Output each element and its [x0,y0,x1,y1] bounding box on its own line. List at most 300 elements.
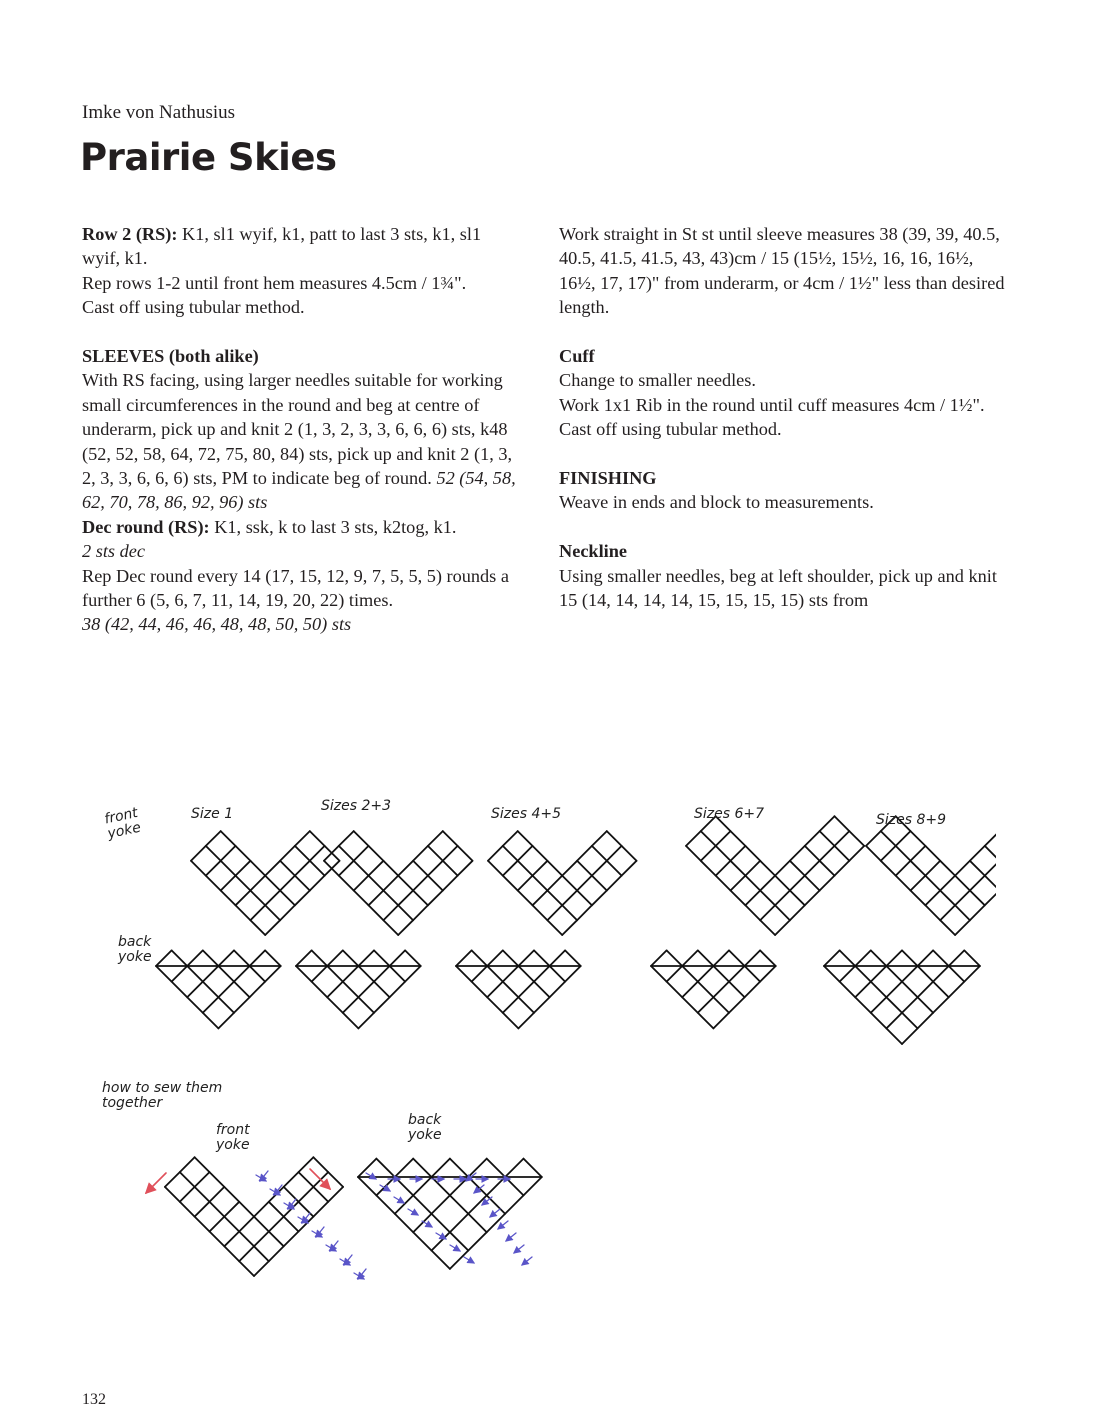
front-size-1-grid-line-17 [221,831,236,846]
front-size-3-grid-line-30 [592,876,607,891]
front-size-4-grid-line-51 [849,846,864,861]
front-size-4-grid-line-2 [701,831,716,846]
finishing-text: Weave in ends and block to measurements. [559,492,874,513]
front-size-5-grid-line-33 [970,861,985,876]
back-size-5-grid-line-5 [855,966,871,982]
back-size-4-grid-line-6 [682,982,698,998]
front-size-3-grid-line-17 [518,831,533,846]
back-size-1-grid-line-19 [218,997,234,1013]
front-size-1-grid-line-4 [206,876,221,891]
sew-back-grid-line-38 [524,1159,542,1177]
back-size-3-grid-line-22 [534,997,550,1013]
front-size-3-grid-line-27 [562,861,577,876]
sew-back-grid-line-17 [450,1177,468,1195]
front-size-1-grid-line-22 [250,876,265,891]
front-size-2-grid-line-3 [339,861,354,876]
sew-front-grid-line-11 [224,1217,239,1232]
back-size-3-grid-line-13 [518,966,534,982]
sew-front-grid-line-22 [210,1172,225,1187]
seam-arrow-20 [394,1197,404,1203]
sew-back-grid-line-27 [487,1177,505,1195]
front-size-3-grid-line-6 [518,876,533,891]
dec-count-text: 2 sts dec [82,541,145,562]
front-size-2-grid-line-5 [354,861,369,876]
front-size-4-grid-line-9 [731,876,746,891]
front-size-2-grid-line-35 [443,861,458,876]
front-size-1-grid-line-12 [250,905,265,920]
front-size-1-grid-line-10 [236,905,251,920]
back-size-4-grid-line-1 [651,966,667,982]
front-size-1-grid-line-23 [265,876,280,891]
sew-back-grid-line-21 [450,1195,468,1213]
front-size-1-grid-line-5 [221,861,236,876]
sew-back-grid-line-10 [395,1214,413,1232]
dec-round-text: K1, ssk, k to last 3 sts, k2tog, k1. [209,516,457,537]
front-size-5-grid-line-37 [970,846,985,861]
back-size-2-grid-line-1 [296,966,312,982]
back-size-2-grid-line-2 [312,950,328,966]
front-size-1-grid-line-13 [250,920,265,935]
front-size-3-grid-line-13 [547,920,562,935]
front-size-2-grid-line-36 [443,876,458,891]
back-size-1-grid-line-3 [172,966,188,982]
front-size-5-grid-line-30 [970,891,985,906]
sew-front-grid-line-42 [284,1172,299,1187]
front-size-2-grid-line-41 [458,861,473,876]
front-size-4-grid-line-5 [716,846,731,861]
back-size-1-grid-line-15 [218,950,234,966]
back-size-5-grid-line-0 [824,950,840,966]
back-size-2-grid-line-27 [405,966,421,982]
front-size-1-grid-line-39 [310,846,325,861]
front-size-4-grid-line-11 [745,876,760,891]
sleeves-count: 52 (54, 58, 62, 70, 78, 86, 92, 96) sts [82,468,516,513]
back-size-4-grid-line-15 [713,950,729,966]
back-size-5-grid-line-36 [949,982,965,998]
front-size-1-grid-line-19 [236,846,251,861]
front-size-4-grid-line-36 [805,891,820,906]
back-size-1-grid-line-8 [203,950,219,966]
front-size-1-grid-line-36 [310,876,325,891]
page-title: Prairie Skies [80,136,337,179]
back-size-5-grid-line-12 [871,997,887,1013]
front-size-2-grid-line-28 [413,861,428,876]
front-size-5-grid-line-38 [985,846,996,861]
back-size-2-grid-line-20 [358,1013,374,1029]
front-size-2-grid-line-29 [413,876,428,891]
sew-back-grid-line-5 [395,1177,413,1195]
sew-front-grid-line-34 [269,1217,284,1232]
front-size-3-grid-line-37 [592,831,607,846]
back-size-3-grid-line-9 [503,966,519,982]
back-size-4-grid-line-21 [729,982,745,998]
back-size-2-grid-line-19 [358,997,374,1013]
sew-back-grid-line-11 [413,1195,431,1213]
sew-back-grid-line-8 [413,1159,431,1177]
front-size-5-grid-line-24 [925,846,940,861]
neckline-heading: Neckline [559,541,628,562]
cast-off-text: Cast off using tubular method. [82,297,305,318]
sew-back-grid-line-39 [524,1177,542,1195]
front-size-5-grid-line-15 [940,905,955,920]
sew-front-grid-line-48 [313,1157,328,1172]
back-size-3-grid-line-21 [534,982,550,998]
front-size-5-grid-line-1 [866,846,881,861]
front-size-3-grid-line-35 [607,861,622,876]
back-size-3-grid-line-26 [565,950,581,966]
back-size-5-grid-line-13 [886,966,902,982]
seam-arrow-22 [408,1209,418,1215]
front-size-5-grid-line-17 [955,905,970,920]
front-size-3-grid-line-38 [607,831,622,846]
cuff-heading: Cuff [559,346,595,367]
back-size-4-grid-line-27 [760,966,776,982]
front-size-1-grid-line-3 [206,861,221,876]
sleeves-heading: SLEEVES (both alike) [82,346,259,367]
sew-back-grid-line-24 [468,1195,486,1213]
seam-arrow-27 [506,1233,516,1241]
front-size-4-grid-line-33 [790,861,805,876]
front-size-2-grid-line-9 [369,891,384,906]
sew-front-grid-line-36 [284,1232,299,1247]
back-size-3-grid-line-10 [487,997,503,1013]
front-size-3-grid-line-22 [547,876,562,891]
front-size-1-grid-line-20 [236,861,251,876]
front-size-3-grid-line-39 [607,846,622,861]
back-size-1-grid-line-23 [250,966,266,982]
back-size-2-grid-line-26 [405,950,421,966]
back-size-5-grid-line-8 [871,950,887,966]
back-size-5-grid-line-33 [933,982,949,998]
front-size-3-grid-line-1 [488,861,503,876]
back-size-5-grid-line-11 [871,982,887,998]
front-size-2-grid-line-26 [413,905,428,920]
front-size-1-grid-line-31 [295,891,310,906]
back-size-4-grid-line-17 [729,966,745,982]
front-size-5-grid-line-34 [970,876,985,891]
size-label-5: Sizes 8+9 [876,812,947,828]
size-label-3: Sizes 4+5 [491,806,562,822]
front-size-2-grid-line-15 [398,920,413,935]
sew-front-grid-line-7 [195,1217,210,1232]
front-size-2-grid-line-7 [354,891,369,906]
front-size-2-grid-line-20 [369,861,384,876]
front-size-1-grid-line-24 [265,891,280,906]
sew-front-grid-line-24 [224,1187,239,1202]
back-size-1-grid-line-0 [156,950,172,966]
sew-back-grid-line-9 [413,1177,431,1195]
back-size-2-grid-line-22 [374,997,390,1013]
back-size-5-grid-line-7 [855,950,871,966]
front-size-4-grid-line-44 [820,846,835,861]
sew-back-grid-line-33 [487,1195,505,1213]
back-size-3-grid-line-14 [518,982,534,998]
sew-back-grid-line-14 [432,1195,450,1213]
front-size-4-grid-line-41 [820,876,835,891]
sew-back-grid-line-16 [450,1159,468,1177]
front-size-5-grid-line-26 [940,861,955,876]
front-size-2-grid-line-33 [428,846,443,861]
sew-back-yoke-label: back yoke [408,1112,442,1143]
front-size-5-grid-line-36 [985,891,996,906]
back-size-4-grid-line-0 [651,950,667,966]
front-size-5-grid-line-4 [881,861,896,876]
front-size-5-grid-line-2 [881,831,896,846]
back-size-1-grid-line-21 [234,982,250,998]
back-size-5-grid-line-26 [933,950,949,966]
front-size-2-grid-line-8 [369,876,384,891]
front-size-1-grid-line-35 [310,861,325,876]
final-count [82,612,522,636]
neckline-text: Using smaller needles, beg at left shoulder, pick up and knit 15 (14, 14, 14, 14, 15, 15, 15, 15) sts from [559,565,997,611]
sew-front-grid-line-27 [239,1217,254,1232]
front-size-2-grid-line-27 [398,861,413,876]
back-size-3-grid-line-1 [456,966,472,982]
sew-back-grid-line-30 [450,1251,468,1269]
back-size-5-grid-line-30 [902,1028,918,1044]
sew-front-grid-line-10 [210,1232,225,1247]
sew-front-grid-line-13 [224,1246,239,1261]
front-size-4-grid-line-42 [805,831,820,846]
left-column [82,222,522,637]
seam-arrow-29 [514,1245,524,1253]
sew-back-grid-line-26 [487,1159,505,1177]
sew-front-grid-line-33 [269,1202,284,1217]
back-size-1-grid-line-22 [234,997,250,1013]
front-size-5-grid-line-18 [955,920,970,935]
sew-front-grid-line-30 [269,1232,284,1247]
sew-back-grid-line-4 [376,1195,394,1213]
sew-front-grid-line-44 [299,1187,314,1202]
size-label-4: Sizes 6+7 [694,806,765,822]
front-size-5-grid-line-3 [881,846,896,861]
front-size-4-grid-line-1 [686,846,701,861]
back-size-4-grid-line-25 [745,950,761,966]
front-size-1-grid-line-33 [295,846,310,861]
back-size-5-grid-line-6 [855,982,871,998]
front-size-4-grid-line-25 [745,861,760,876]
sew-front-grid-line-16 [239,1261,254,1276]
back-size-3-grid-line-17 [534,966,550,982]
sew-front-grid-line-3 [180,1187,195,1202]
front-size-3-grid-line-14 [562,905,577,920]
front-size-4-grid-line-22 [731,831,746,846]
sew-front-grid-line-15 [239,1246,254,1261]
front-size-2-grid-line-21 [383,861,398,876]
right-column [559,222,1009,612]
sew-front-grid-line-21 [195,1172,210,1187]
back-size-2-grid-line-8 [343,950,359,966]
back-size-4-grid-line-23 [745,966,761,982]
back-size-1-grid-line-26 [265,950,281,966]
front-size-2-grid-line-32 [413,846,428,861]
front-size-3-grid-line-9 [533,891,548,906]
front-size-3-grid-line-34 [592,861,607,876]
front-size-1-grid-line-27 [265,861,280,876]
front-size-4-grid-line-39 [805,861,820,876]
back-size-2-grid-line-7 [327,950,343,966]
front-size-3-grid-line-19 [533,846,548,861]
sew-back-grid-line-22 [450,1214,468,1232]
front-size-3-grid-line-10 [533,905,548,920]
sew-back-grid-line-13 [432,1177,450,1195]
sew-front-grid-line-26 [239,1202,254,1217]
back-size-2-grid-line-14 [358,982,374,998]
back-size-5-grid-line-4 [840,982,856,998]
front-size-1-grid-line-11 [250,891,265,906]
front-size-4-grid-line-17 [775,905,790,920]
cuff-cast-off-text: Cast off using tubular method. [559,419,782,440]
back-size-5-grid-line-1 [824,966,840,982]
sew-back-grid-line-18 [413,1232,431,1250]
front-size-5-grid-line-22 [911,831,926,846]
front-size-2-grid-line-37 [428,831,443,846]
front-size-3-grid-line-3 [503,861,518,876]
seam-arrow-25 [498,1221,508,1229]
sew-back-grid-line-28 [432,1251,450,1269]
front-size-5-grid-line-16 [940,920,955,935]
back-size-4-grid-line-5 [682,966,698,982]
front-size-2-grid-line-38 [443,831,458,846]
front-size-4-grid-line-3 [701,846,716,861]
back-size-1-grid-line-14 [218,982,234,998]
sew-back-grid-line-12 [413,1214,431,1232]
front-size-4-grid-line-12 [745,891,760,906]
sew-front-grid-line-18 [254,1261,269,1276]
back-size-5-grid-line-24 [918,982,934,998]
back-size-1-grid-line-12 [203,997,219,1013]
sew-back-grid-line-34 [487,1214,505,1232]
front-size-5-grid-line-23 [911,846,926,861]
sew-front-grid-line-29 [254,1232,269,1247]
front-size-4-grid-line-28 [775,876,790,891]
front-size-3-grid-line-21 [547,861,562,876]
sew-back-grid-line-15 [432,1159,450,1177]
cuff-needles-text: Change to smaller needles. [559,370,756,391]
sew-front-grid-line-19 [180,1157,195,1172]
back-size-1-grid-line-13 [218,966,234,982]
back-size-1-grid-line-4 [172,982,188,998]
sew-together-label: how to sew them together [102,1080,223,1111]
sew-front-grid-line-50 [328,1172,343,1187]
front-size-2-grid-line-6 [354,876,369,891]
back-size-4-grid-line-26 [760,950,776,966]
front-size-1-grid-line-8 [236,876,251,891]
back-size-2-grid-line-0 [296,950,312,966]
front-size-3-grid-line-0 [488,846,503,861]
back-size-3-grid-line-6 [487,982,503,998]
front-size-5-grid-line-6 [896,861,911,876]
back-size-5-grid-line-21 [902,982,918,998]
back-size-5-grid-line-10 [855,997,871,1013]
row2-label: Row 2 (RS): [82,224,178,244]
edge-arrow-left [146,1173,166,1193]
sew-back-grid-line-31 [468,1214,486,1232]
seam-arrow-26 [436,1233,446,1239]
front-size-4-grid-line-6 [716,861,731,876]
front-size-4-grid-line-49 [835,831,850,846]
front-size-4-grid-line-47 [820,816,835,831]
sleeves-text: With RS facing, using larger needles suitable for working small circumferences in the round and beg at centre of underarm, pick up and knit 2 (1, 3, 2, 3, 3, 6, 6, 6) sts, k48 (52, 52, 58, 64, 72, 75, 80, 84) sts, pick up and knit 2 (1, 3, 2, 3, 3, 6, 6, 6) sts, PM to indicate beg of round. [82,370,513,489]
back-size-4-grid-line-7 [682,950,698,966]
front-size-1-grid-line-38 [310,831,325,846]
sew-back-grid-line-3 [376,1177,394,1195]
back-size-1-grid-line-16 [234,950,250,966]
front-size-1-grid-line-14 [265,905,280,920]
row2-paragraph [82,222,522,271]
front-size-5-grid-line-8 [911,861,926,876]
back-size-1-grid-line-9 [203,966,219,982]
back-size-4-grid-line-19 [713,997,729,1013]
front-size-2-grid-line-23 [398,876,413,891]
front-size-5-grid-line-0 [866,831,881,846]
back-size-3-grid-line-27 [565,966,581,982]
back-size-3-grid-line-25 [550,950,566,966]
front-size-5-grid-line-7 [896,876,911,891]
front-size-2-grid-line-13 [383,920,398,935]
front-size-4-grid-line-4 [701,861,716,876]
back-size-1-grid-line-2 [172,950,188,966]
back-size-1-grid-line-24 [250,982,266,998]
cuff-rib-text: Work 1x1 Rib in the round until cuff measures 4cm / 1½". [559,394,985,415]
front-size-2-grid-line-34 [428,861,443,876]
back-size-2-grid-line-15 [358,950,374,966]
seam-arrow-28 [450,1245,460,1251]
front-size-4-grid-line-35 [805,876,820,891]
back-size-2-grid-line-5 [327,966,343,982]
sew-front-grid-line-0 [165,1172,180,1187]
back-size-5-grid-line-31 [918,997,934,1013]
finishing-heading: FINISHING [559,468,657,489]
front-size-2-grid-line-16 [339,831,354,846]
back-size-2-grid-line-10 [327,997,343,1013]
front-size-5-grid-line-31 [970,905,985,920]
sew-front-grid-line-31 [269,1246,284,1261]
front-size-3-grid-line-18 [518,846,533,861]
back-yoke-label: back yoke [118,934,152,965]
sew-front-yoke-label: front yoke [216,1122,250,1153]
front-size-3-grid-line-12 [547,905,562,920]
back-size-5-grid-line-17 [902,966,918,982]
front-size-3-grid-line-24 [562,891,577,906]
back-size-2-grid-line-18 [343,1013,359,1029]
front-size-2-grid-line-18 [354,846,369,861]
front-size-5-grid-line-27 [940,876,955,891]
back-size-3-grid-line-7 [487,950,503,966]
front-size-1-grid-line-15 [265,920,280,935]
front-size-4-grid-line-18 [775,920,790,935]
front-size-4-grid-line-30 [790,891,805,906]
front-size-2-grid-line-12 [383,905,398,920]
front-size-4-grid-line-15 [760,905,775,920]
back-size-1-grid-line-18 [203,1013,219,1029]
sew-back-grid-line-20 [432,1232,450,1250]
front-size-1-grid-line-7 [221,891,236,906]
rep-dec-text: Rep Dec round every 14 (17, 15, 12, 9, 7, 5, 5, 5) rounds a further 6 (5, 6, 7, 11, 14, 19, 20, 22) times. [82,565,509,611]
front-size-1-grid-line-29 [280,876,295,891]
front-size-4-grid-line-24 [745,846,760,861]
back-size-4-grid-line-12 [698,997,714,1013]
sew-front-grid-line-5 [195,1187,210,1202]
back-size-1-grid-line-27 [265,966,281,982]
front-size-4-grid-line-10 [731,891,746,906]
back-size-2-grid-line-16 [374,950,390,966]
sew-back-grid-line-36 [505,1195,523,1213]
back-size-1-grid-line-11 [203,982,219,998]
front-size-4-grid-line-0 [686,831,701,846]
author-name: Imke von Nathusius [82,102,236,123]
back-size-4-grid-line-14 [713,982,729,998]
